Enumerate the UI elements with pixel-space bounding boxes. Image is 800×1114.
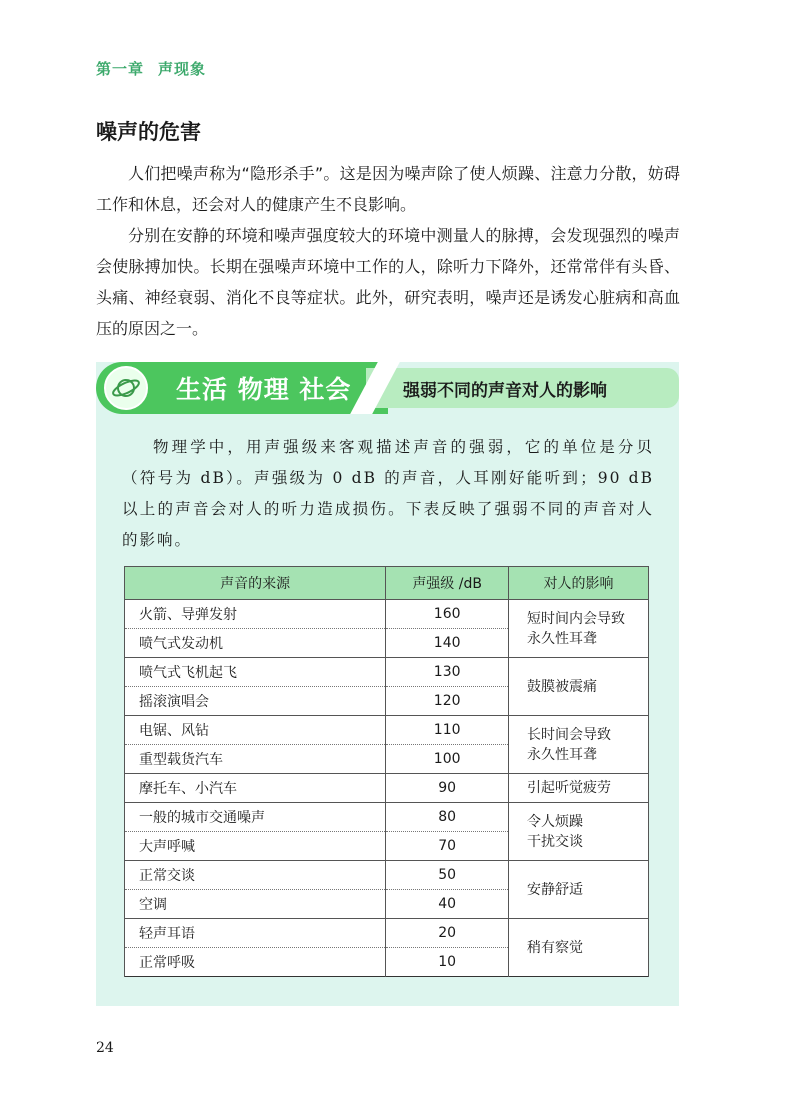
sound-level-table (124, 566, 649, 977)
level-cell: 160 (386, 600, 509, 629)
table-row (125, 774, 649, 803)
table-row (125, 803, 649, 832)
body-text (96, 158, 680, 344)
level-cell: 10 (386, 948, 509, 977)
table-row (125, 716, 649, 745)
table-row (125, 919, 649, 948)
planet-icon (104, 366, 148, 410)
level-cell: 100 (386, 745, 509, 774)
effect-cell: 令人烦躁 干扰交谈 (509, 803, 649, 861)
source-cell: 摩托车、小汽车 (125, 774, 386, 803)
level-cell: 90 (386, 774, 509, 803)
level-cell: 40 (386, 890, 509, 919)
source-cell: 电锯、风钻 (125, 716, 386, 745)
effect-cell: 稍有察觉 (509, 919, 649, 977)
effect-cell: 引起听觉疲劳 (509, 774, 649, 803)
level-cell: 120 (386, 687, 509, 716)
source-cell: 摇滚演唱会 (125, 687, 386, 716)
source-cell: 喷气式飞机起飞 (125, 658, 386, 687)
level-cell: 140 (386, 629, 509, 658)
level-cell: 80 (386, 803, 509, 832)
level-cell: 20 (386, 919, 509, 948)
source-cell: 空调 (125, 890, 386, 919)
paragraph: 分别在安静的环境和噪声强度较大的环境中测量人的脉搏，会发现强烈的噪声会使脉搏加快。长期在强噪声环境中工作的人，除听力下降外，还常常伴有头昏、头痛、神经衰弱、消化不良等症状。此外，研究表明，噪声还是诱发心脏病和高血压的原因之一。 (96, 226, 680, 338)
table-row (125, 658, 649, 687)
source-cell: 轻声耳语 (125, 919, 386, 948)
source-cell: 一般的城市交通噪声 (125, 803, 386, 832)
info-box-header (96, 362, 679, 414)
section-title: 噪声的危害 (96, 120, 201, 144)
source-cell: 大声呼喊 (125, 832, 386, 861)
column-badge: 生活 物理 社会 (176, 375, 352, 404)
source-cell: 喷气式发动机 (125, 629, 386, 658)
box-text (122, 432, 654, 556)
effect-cell: 安静舒适 (509, 861, 649, 919)
effect-cell: 短时间内会导致 永久性耳聋 (509, 600, 649, 658)
effect-cell: 长时间会导致 永久性耳聋 (509, 716, 649, 774)
level-cell: 70 (386, 832, 509, 861)
header-level: 声强级 /dB (386, 567, 509, 600)
paragraph: 人们把噪声称为“隐形杀手”。这是因为噪声除了使人烦躁、注意力分散，妨碍工作和休息，还会对人的健康产生不良影响。 (96, 164, 680, 214)
info-box (96, 362, 679, 1006)
box-paragraph: 物理学中，用声强级来客观描述声音的强弱，它的单位是分贝（符号为 dB）。声强级为 0 dB 的声音，人耳刚好能听到；90 dB 以上的声音会对人的听力造成损伤。下表反映了强弱不同的声音对人的影响。 (122, 438, 654, 549)
source-cell: 正常呼吸 (125, 948, 386, 977)
level-cell: 50 (386, 861, 509, 890)
page-number: 24 (96, 1040, 114, 1056)
table-row (125, 600, 649, 629)
header-effect: 对人的影响 (509, 567, 649, 600)
level-cell: 130 (386, 658, 509, 687)
source-cell: 正常交谈 (125, 861, 386, 890)
chapter-number: 第一章 (96, 60, 145, 78)
source-cell: 火箭、导弹发射 (125, 600, 386, 629)
chapter-header (96, 58, 206, 79)
effect-cell: 鼓膜被震痛 (509, 658, 649, 716)
chapter-title: 声现象 (158, 60, 207, 78)
source-cell: 重型载货汽车 (125, 745, 386, 774)
header-source: 声音的来源 (125, 567, 386, 600)
box-subtitle: 强弱不同的声音对人的影响 (403, 381, 607, 401)
level-cell: 110 (386, 716, 509, 745)
table-row (125, 861, 649, 890)
